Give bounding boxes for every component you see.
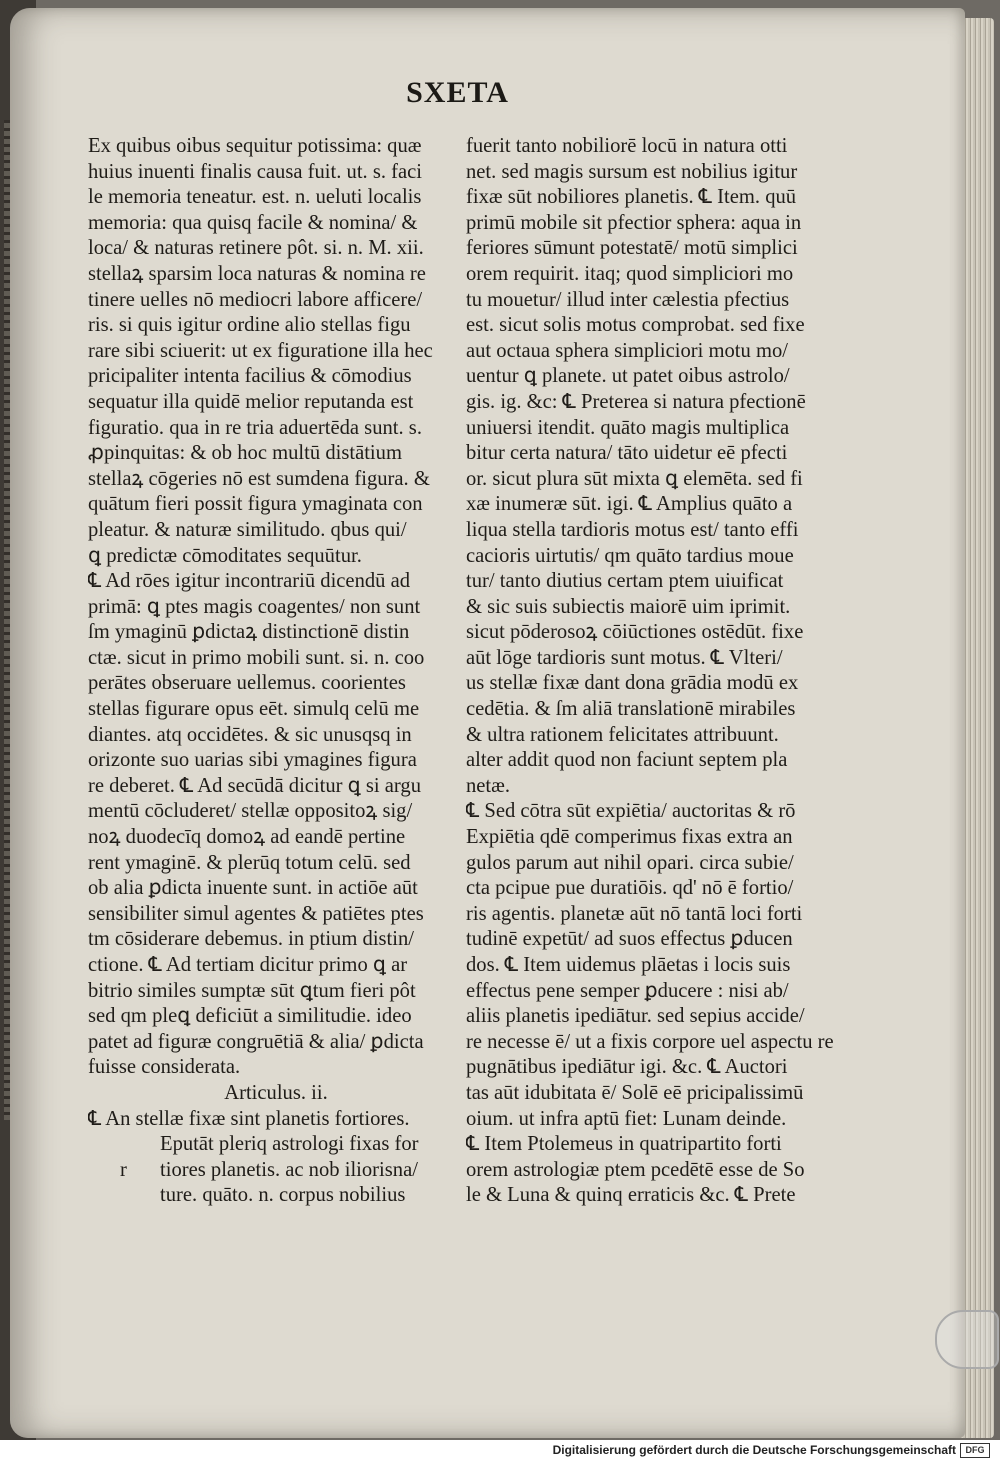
- article-heading: Articulus. ii.: [224, 1081, 328, 1104]
- text-line: feriores sūmunt potestatē/ motū simplici: [466, 237, 798, 260]
- text-line: primū mobile sit pfectior sphera: aqua in: [466, 211, 802, 234]
- funding-note: Digitalisierung gefördert durch die Deutsche Forschungsgemeinschaft: [552, 1443, 956, 1457]
- text-line: tm cōsiderare debemus. in ptium distin/: [88, 928, 415, 951]
- text-line: pricipaliter intenta facilius & cōmodius: [88, 365, 412, 388]
- text-line: [88, 1158, 464, 1184]
- text-line: ctione. ℄ Ad tertiam dicitur primo ꝗ ar: [88, 954, 408, 976]
- text-line: gis. ig. &c: ℄ Preterea si natura pfectionē: [466, 390, 806, 413]
- text-line: [88, 1183, 464, 1209]
- text-line: pugnātibus ipediātur igi. &c. ℄ Auctori: [466, 1056, 788, 1079]
- text-line: orem astrologiæ ptem pcedētē esse de So: [466, 1158, 805, 1181]
- text-line: uentur ꝗ planete. ut patet oibus astrolo/: [466, 365, 790, 388]
- text-line: mentū cōcluderet/ stellæ oppositoꝝ sig/: [88, 800, 413, 823]
- text-line: netæ.: [466, 774, 511, 797]
- text-line: aūt lōge tardioris sunt motus. ℄ Vlteri/: [466, 646, 783, 669]
- text-line: rare sibi sciuerit: ut ex figuratione illa hec: [88, 339, 433, 362]
- text-line: ꝗ predictæ cōmoditates sequūtur.: [88, 544, 362, 567]
- article-body-text: tiores planetis. ac nob iliorisna/: [160, 1158, 418, 1181]
- text-line: & sic suis subiectis maiorē uim iprimit.: [466, 595, 791, 618]
- text-line: figuratio. qua in re tria aduertēda sunt. s.: [88, 416, 422, 439]
- text-line: re necesse ē/ ut a fixis corpore uel aspectu re: [466, 1030, 834, 1053]
- text-line: net. sed magis sursum est nobilius igitur: [466, 160, 798, 183]
- text-line: noꝝ duodecīq domoꝝ ad eandē pertine: [88, 826, 406, 849]
- text-line: bitur certa natura/ tāto uidetur eē pfecti: [466, 442, 788, 465]
- text-line: dos. ℄ Item uidemus plāetas i locis suis: [466, 954, 791, 976]
- text-line: ob alia ꝑdicta inuente sunt. in actiōe aūt: [88, 877, 418, 900]
- text-line: us stellæ fixæ dant dona grādia modū ex: [466, 672, 799, 695]
- text-line: loca/ & naturas retinere pôt. si. n. M. xii.: [88, 237, 424, 260]
- text-line: tur/ tanto diutius certam ptem uiuificat: [466, 570, 784, 593]
- text-line: memoria: qua quisq facile & nomina/ &: [88, 211, 418, 234]
- text-line: tu mouetur/ illud inter cælestia pfectius: [466, 288, 790, 311]
- text-line: huius inuenti finalis causa fuit. ut. s. faci: [88, 160, 423, 183]
- left-column: [88, 134, 464, 1209]
- text-line: quātum fieri possit figura ymaginata con: [88, 493, 423, 516]
- text-line: cacioris uirtutis/ qm quāto tardius moue: [466, 544, 794, 567]
- book-page: [10, 8, 965, 1438]
- footer-bar: [0, 1440, 1000, 1460]
- text-line: fuerit tanto nobiliorē locū in natura otti: [466, 135, 788, 157]
- text-line: & ultra rationem felicitates attribuunt.: [466, 723, 779, 746]
- text-line: oium. ut infra aptū fiet: Lunam deinde.: [466, 1107, 787, 1130]
- right-column: [466, 134, 846, 1209]
- text-line: alter addit quod non faciunt septem pla: [466, 749, 788, 772]
- text-line: perātes obseruare uellemus. coorientes: [88, 672, 406, 695]
- text-line: sensibiliter simul agentes & patiētes ptes: [88, 902, 424, 925]
- text-line: diantes. atq occidētes. & sic unusqsq in: [88, 723, 412, 746]
- text-line: re deberet. ℄ Ad secūdā dicitur ꝗ si argu: [88, 774, 421, 797]
- text-line: Expiētia qdē comperimus fixas extra an: [466, 826, 793, 849]
- text-line: tinere uelles nō mediocri labore afficere/: [88, 288, 423, 311]
- article-body-text: ture. quāto. n. corpus nobilius: [160, 1184, 406, 1207]
- text-line: ꝓpinquitas: & ob hoc multū distātium: [88, 442, 402, 465]
- text-line: le memoria teneatur. est. n. ueluti localis: [88, 186, 422, 209]
- text-line: fuisse considerata.: [88, 1056, 241, 1079]
- text-line: pleatur. & naturæ similitudo. qbus qui/: [88, 518, 407, 541]
- text-line: bitrio similes sumptæ sūt ꝗtum fieri pôt: [88, 979, 416, 1002]
- text-line: [88, 1132, 464, 1158]
- article-question: ℄ An stellæ fixæ sint planetis fortiores.: [88, 1107, 410, 1130]
- text-line: gulos parum aut nihil opari. circa subie/: [466, 851, 794, 874]
- text-line: fixæ sūt nobiliores planetis. ℄ Item. quū: [466, 186, 797, 209]
- article-body-text: Eputāt pleriq astrologi fixas for: [160, 1133, 419, 1156]
- text-line: stellaꝝ sparsim loca naturas & nomina re: [88, 262, 426, 285]
- text-line: ctæ. sicut in primo mobili sunt. si. n. coo: [88, 646, 425, 669]
- margin-letter: r: [120, 1158, 127, 1181]
- text-line: ris agentis. planetæ aūt nō tantā loci forti: [466, 902, 803, 925]
- text-line: liqua stella tardioris motus est/ tanto effi: [466, 518, 799, 541]
- text-line: ℄ Sed cōtra sūt expiētia/ auctoritas & rō: [466, 800, 796, 823]
- text-line: sed qm pleꝗ deficiūt a similitudie. ideo: [88, 1005, 412, 1028]
- dfg-logo: DFG: [960, 1443, 990, 1458]
- text-line: uniuersi itendit. quāto magis multiplica: [466, 416, 790, 439]
- text-line: primā: ꝗ ptes magis coagentes/ non sunt: [88, 595, 421, 618]
- text-line: est. sicut solis motus comprobat. sed fixe: [466, 314, 805, 337]
- text-line: orem requirit. itaq; quod simpliciori mo: [466, 262, 794, 285]
- text-line: rent ymaginē. & plerūq totum celū. sed: [88, 851, 411, 874]
- text-line: ℄ Item Ptolemeus in quatripartito forti: [466, 1133, 782, 1156]
- text-line: effectus pene semper ꝑducere : nisi ab/: [466, 979, 789, 1002]
- text-line: ℄ Ad rōes igitur incontrariū dicendū ad: [88, 570, 411, 593]
- text-line: stellas figurare opus eēt. simulq celū me: [88, 698, 420, 721]
- text-line: cedētia. & ſm aliā translationē mirabiles: [466, 698, 796, 721]
- text-line: sequatur illa quidē melior reputanda est: [88, 390, 414, 413]
- text-line: ſm ymaginū ꝑdictaꝝ distinctionē distin: [88, 621, 410, 644]
- text-line: sicut pōderosoꝝ cōiūctiones ostēdūt. fixe: [466, 621, 804, 644]
- text-line: cta pcipue pue duratiōis. qd' nō ē fortio/: [466, 877, 794, 900]
- text-line: xæ inumeræ sūt. igi. ℄ Amplius quāto a: [466, 493, 793, 516]
- text-line: aliis planetis ipediātur. sed sepius accide/: [466, 1005, 805, 1028]
- text-line: le & Luna & quinq erraticis &c. ℄ Prete: [466, 1184, 796, 1207]
- text-line: aut octaua sphera simpliciori motu mo/: [466, 339, 788, 362]
- text-line: tas aūt idubitata ē/ Solē eē pricipalissimū: [466, 1081, 804, 1104]
- text-line: patet ad figuræ congruētiā & alia/ ꝑdicta: [88, 1030, 424, 1053]
- text-line: Ex quibus oibus sequitur potissima: quæ: [88, 135, 422, 157]
- text-line: or. sicut plura sūt mixta ꝗ elemēta. sed fi: [466, 467, 803, 490]
- text-line: stellaꝝ cōgeries nō est sumdena figura. &: [88, 467, 430, 490]
- text-line: ris. si quis igitur ordine alio stellas figu: [88, 314, 411, 337]
- text-line: orizonte suo uarias sibi ymagines figura: [88, 749, 417, 772]
- running-head: SXETA: [406, 76, 509, 109]
- page-clip: [935, 1310, 999, 1369]
- text-line: tudinē expetūt/ ad suos effectus ꝑducen: [466, 928, 793, 951]
